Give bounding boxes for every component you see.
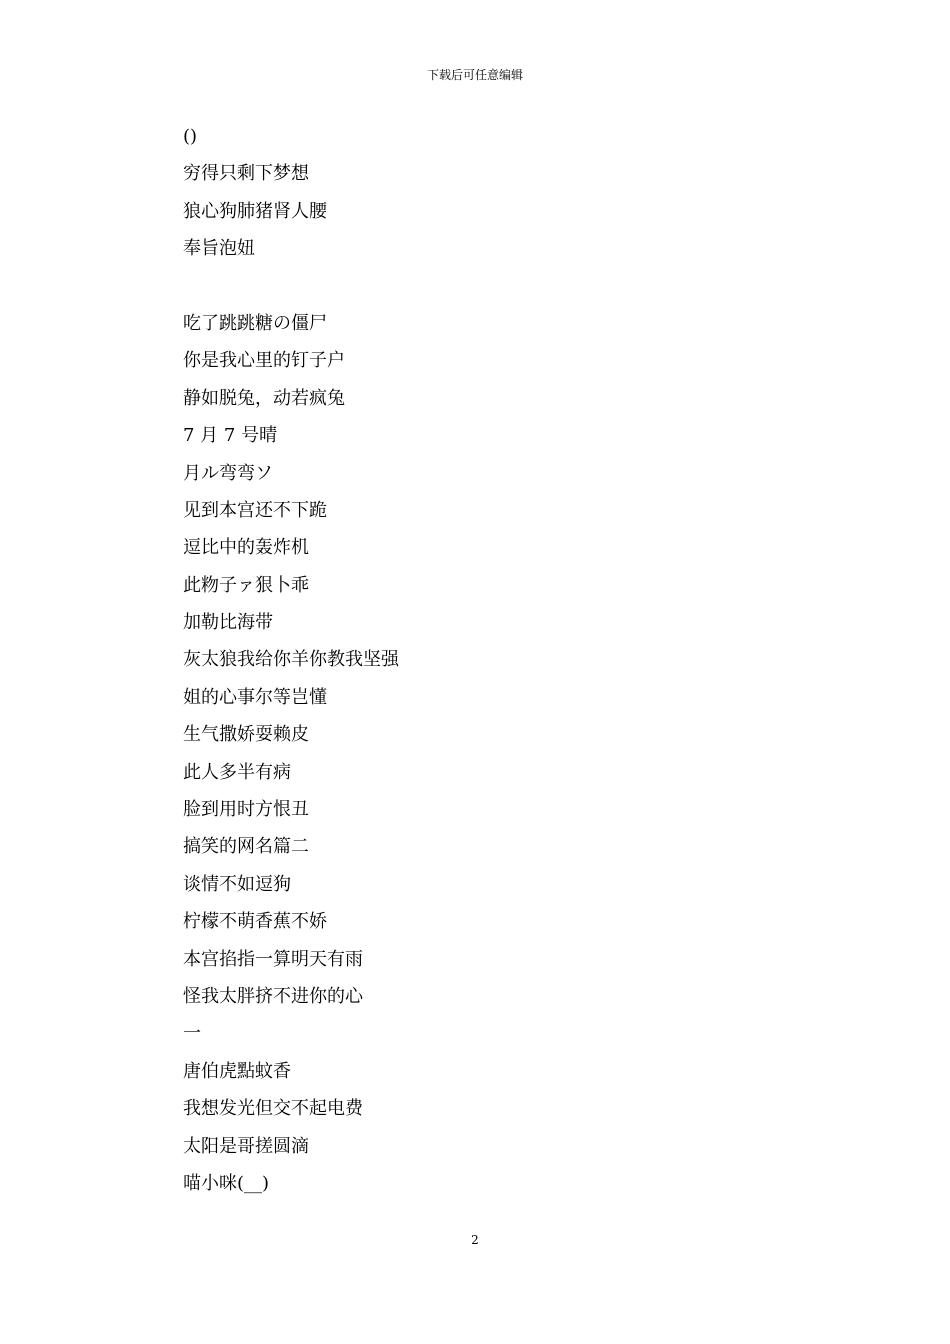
- text-line: 搞笑的网名篇二: [183, 836, 309, 858]
- text-line: 7 月 7 号晴: [183, 425, 278, 447]
- text-line: 见到本宫还不下跪: [183, 499, 327, 521]
- text-line: 此粅子ァ狠卜乖: [183, 574, 309, 596]
- text-line: 月ル弯弯ソ: [183, 462, 273, 484]
- text-line: (): [183, 126, 198, 147]
- text-line: 太阳是哥搓圆滴: [183, 1135, 309, 1157]
- text-line: 我想发光但交不起电费: [183, 1098, 363, 1120]
- blank-line: [183, 274, 783, 311]
- text-line: 穷得只剩下梦想: [183, 163, 309, 185]
- text-line: 奉旨泡妞: [183, 238, 255, 260]
- text-line: 唐伯虎點蚊香: [183, 1060, 291, 1082]
- page-number: 2: [471, 1233, 479, 1247]
- text-line: 柠檬不萌香蕉不娇: [183, 911, 327, 933]
- text-line: 吃了跳跳糖の僵尸: [183, 312, 327, 334]
- text-line: 生气撒娇耍赖皮: [183, 724, 309, 746]
- text-line: 怪我太胖挤不进你的心: [183, 985, 363, 1007]
- text-line: 喵小咪(__): [183, 1172, 270, 1194]
- text-line: 一: [183, 1023, 201, 1045]
- text-line: 逗比中的轰炸机: [183, 537, 309, 559]
- document-body: [183, 124, 783, 1208]
- text-line: 你是我心里的钉子户: [183, 350, 345, 372]
- text-line: 此人多半有病: [183, 761, 291, 783]
- text-line: 狼心狗肺猪肾人腰: [183, 200, 327, 222]
- text-line: 灰太狼我给你羊你教我坚强: [183, 649, 399, 671]
- text-line: 本宫掐指一算明天有雨: [183, 948, 363, 970]
- text-line: 姐的心事尔等岂懂: [183, 686, 327, 708]
- text-line: 谈情不如逗狗: [183, 873, 291, 895]
- text-line: 加勒比海带: [183, 612, 273, 634]
- page-header: 下载后可任意编辑: [426, 68, 523, 82]
- text-line: 脸到用时方恨丑: [183, 799, 309, 821]
- text-line: 静如脱兔，动若疯兔: [183, 387, 345, 409]
